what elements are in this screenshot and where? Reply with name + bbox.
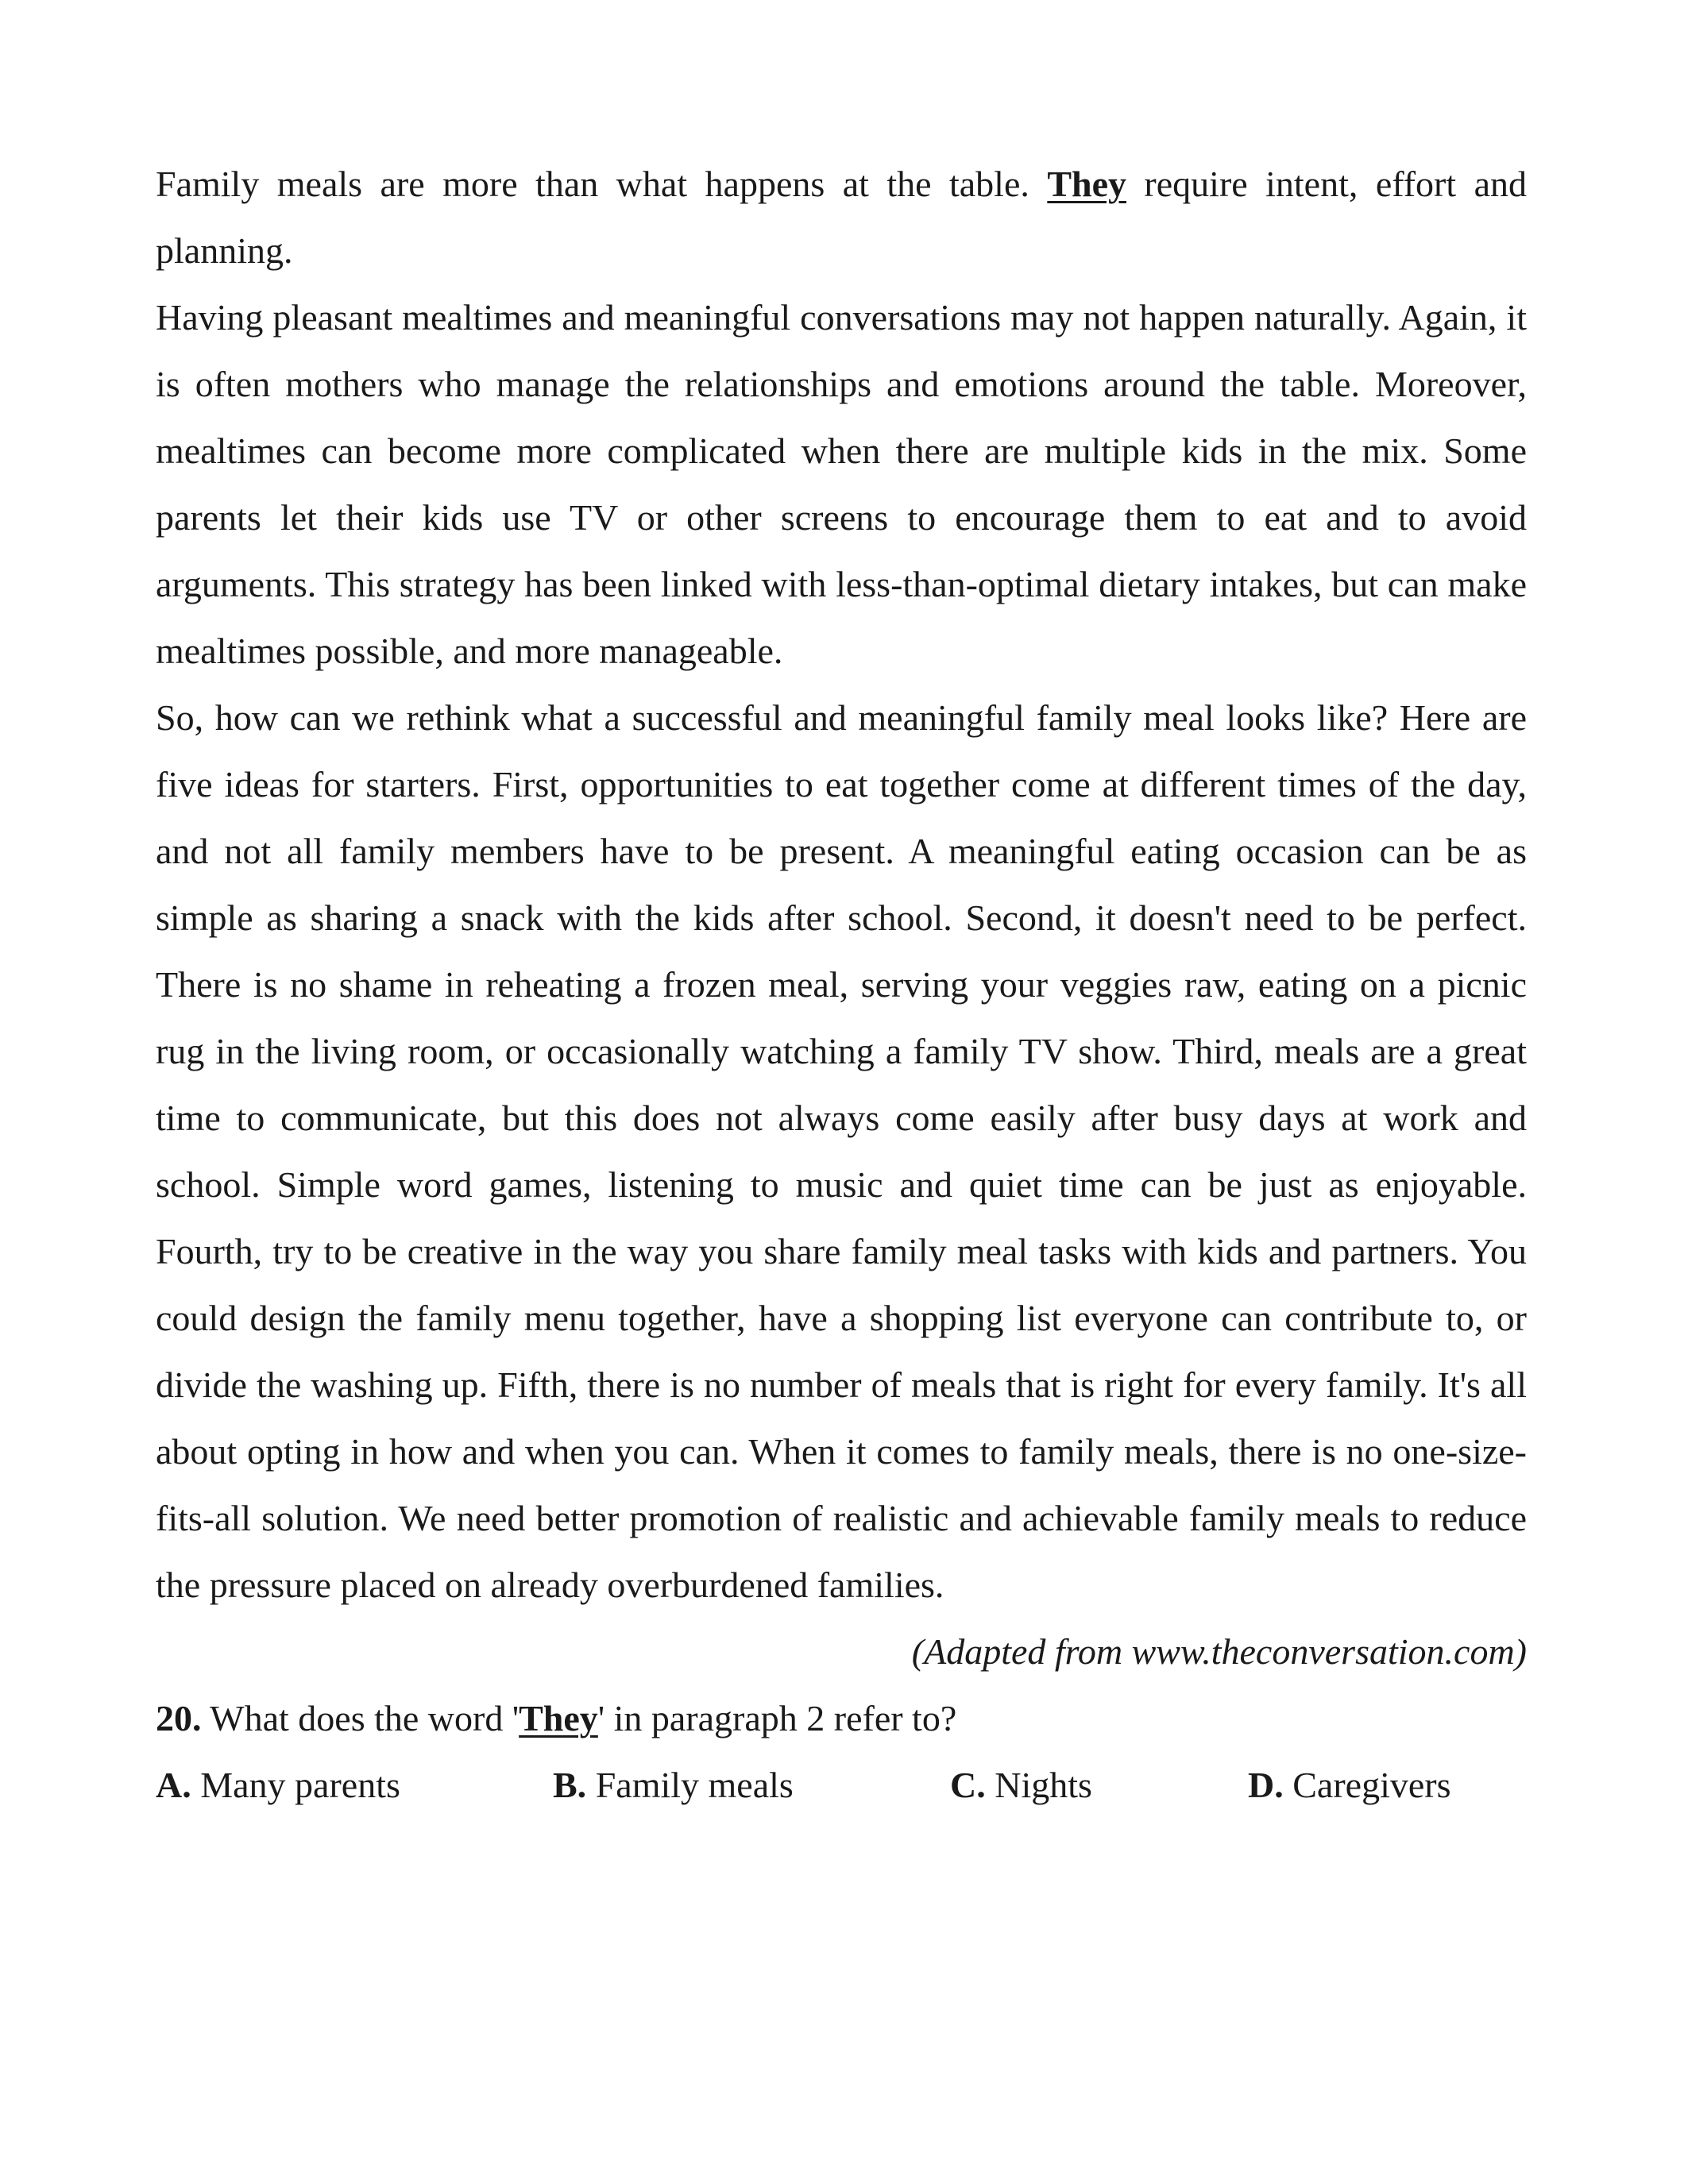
source-citation: (Adapted from www.theconversation.com) [911,1631,1527,1672]
option-a-letter: A. [156,1765,191,1805]
answer-options [156,1752,1527,1819]
option-b-letter: B. [553,1765,587,1805]
paragraph-1-end: require intent, effort and planning. [156,164,1527,271]
option-c-text: Nights [985,1765,1092,1805]
option-d-letter: D. [1248,1765,1284,1805]
paragraph-2: Having pleasant mealtimes and meaningful conversations may not happen naturally. Again, it is often mothers who manage the relationships and emotions around the table. Moreover, mealtimes can become more complicated when there are multiple kids in the mix. Some parents let their kids use TV or other screens to encourage them to eat and to avoid arguments. This strategy has been linked with less-than-optimal dietary intakes, but can make mealtimes possible, and more manageable. [156,297,1527,671]
paragraph-1-start: Family meals are more than what happens at the table. [156,164,1048,204]
paragraph-3: So, how can we rethink what a successful and meaningful family meal looks like? Here are five ideas for starters. First, opportunities to eat together come at different times of the day, and not all family members have to be present. A meaningful eating occasion can be as simple as sharing a snack with the kids after school. Second, it doesn't need to be perfect. There is no shame in reheating a frozen meal, serving your veggies raw, eating on a picnic rug in the living room, or occasionally watching a family TV show. Third, meals are a great time to communicate, but this does not always come easily after busy days at work and school. Simple word games, listening to music and quiet time can be just as enjoyable. Fourth, try to be creative in the way you share family meal tasks with kids and partners. You could design the family menu together, have a shopping list everyone can contribute to, or divide the washing up. Fifth, there is no number of meals that is right for every family. It's all about opting in how and when you can. When it comes to family meals, there is no one-size-fits-all solution. We need better promotion of realistic and achievable family meals to reduce the pressure placed on already overburdened families. [156,697,1527,1605]
question-text-end: ' in paragraph 2 refer to? [597,1698,957,1738]
option-b-text: Family meals [586,1765,794,1805]
option-c[interactable] [950,1752,1248,1819]
option-b[interactable] [553,1752,950,1819]
question-20 [156,1685,1527,1752]
option-c-letter: C. [950,1765,986,1805]
question-key-word: They [519,1698,598,1738]
question-text-start: What does the word ' [201,1698,520,1738]
document-page [156,151,1527,1819]
option-a-text: Many parents [191,1765,400,1805]
highlighted-word-they: They [1047,164,1126,204]
option-a[interactable] [156,1752,553,1819]
question-number: 20. [156,1698,202,1738]
option-d-text: Caregivers [1283,1765,1451,1805]
paragraph-1 [156,151,1527,284]
option-d[interactable] [1248,1752,1527,1819]
